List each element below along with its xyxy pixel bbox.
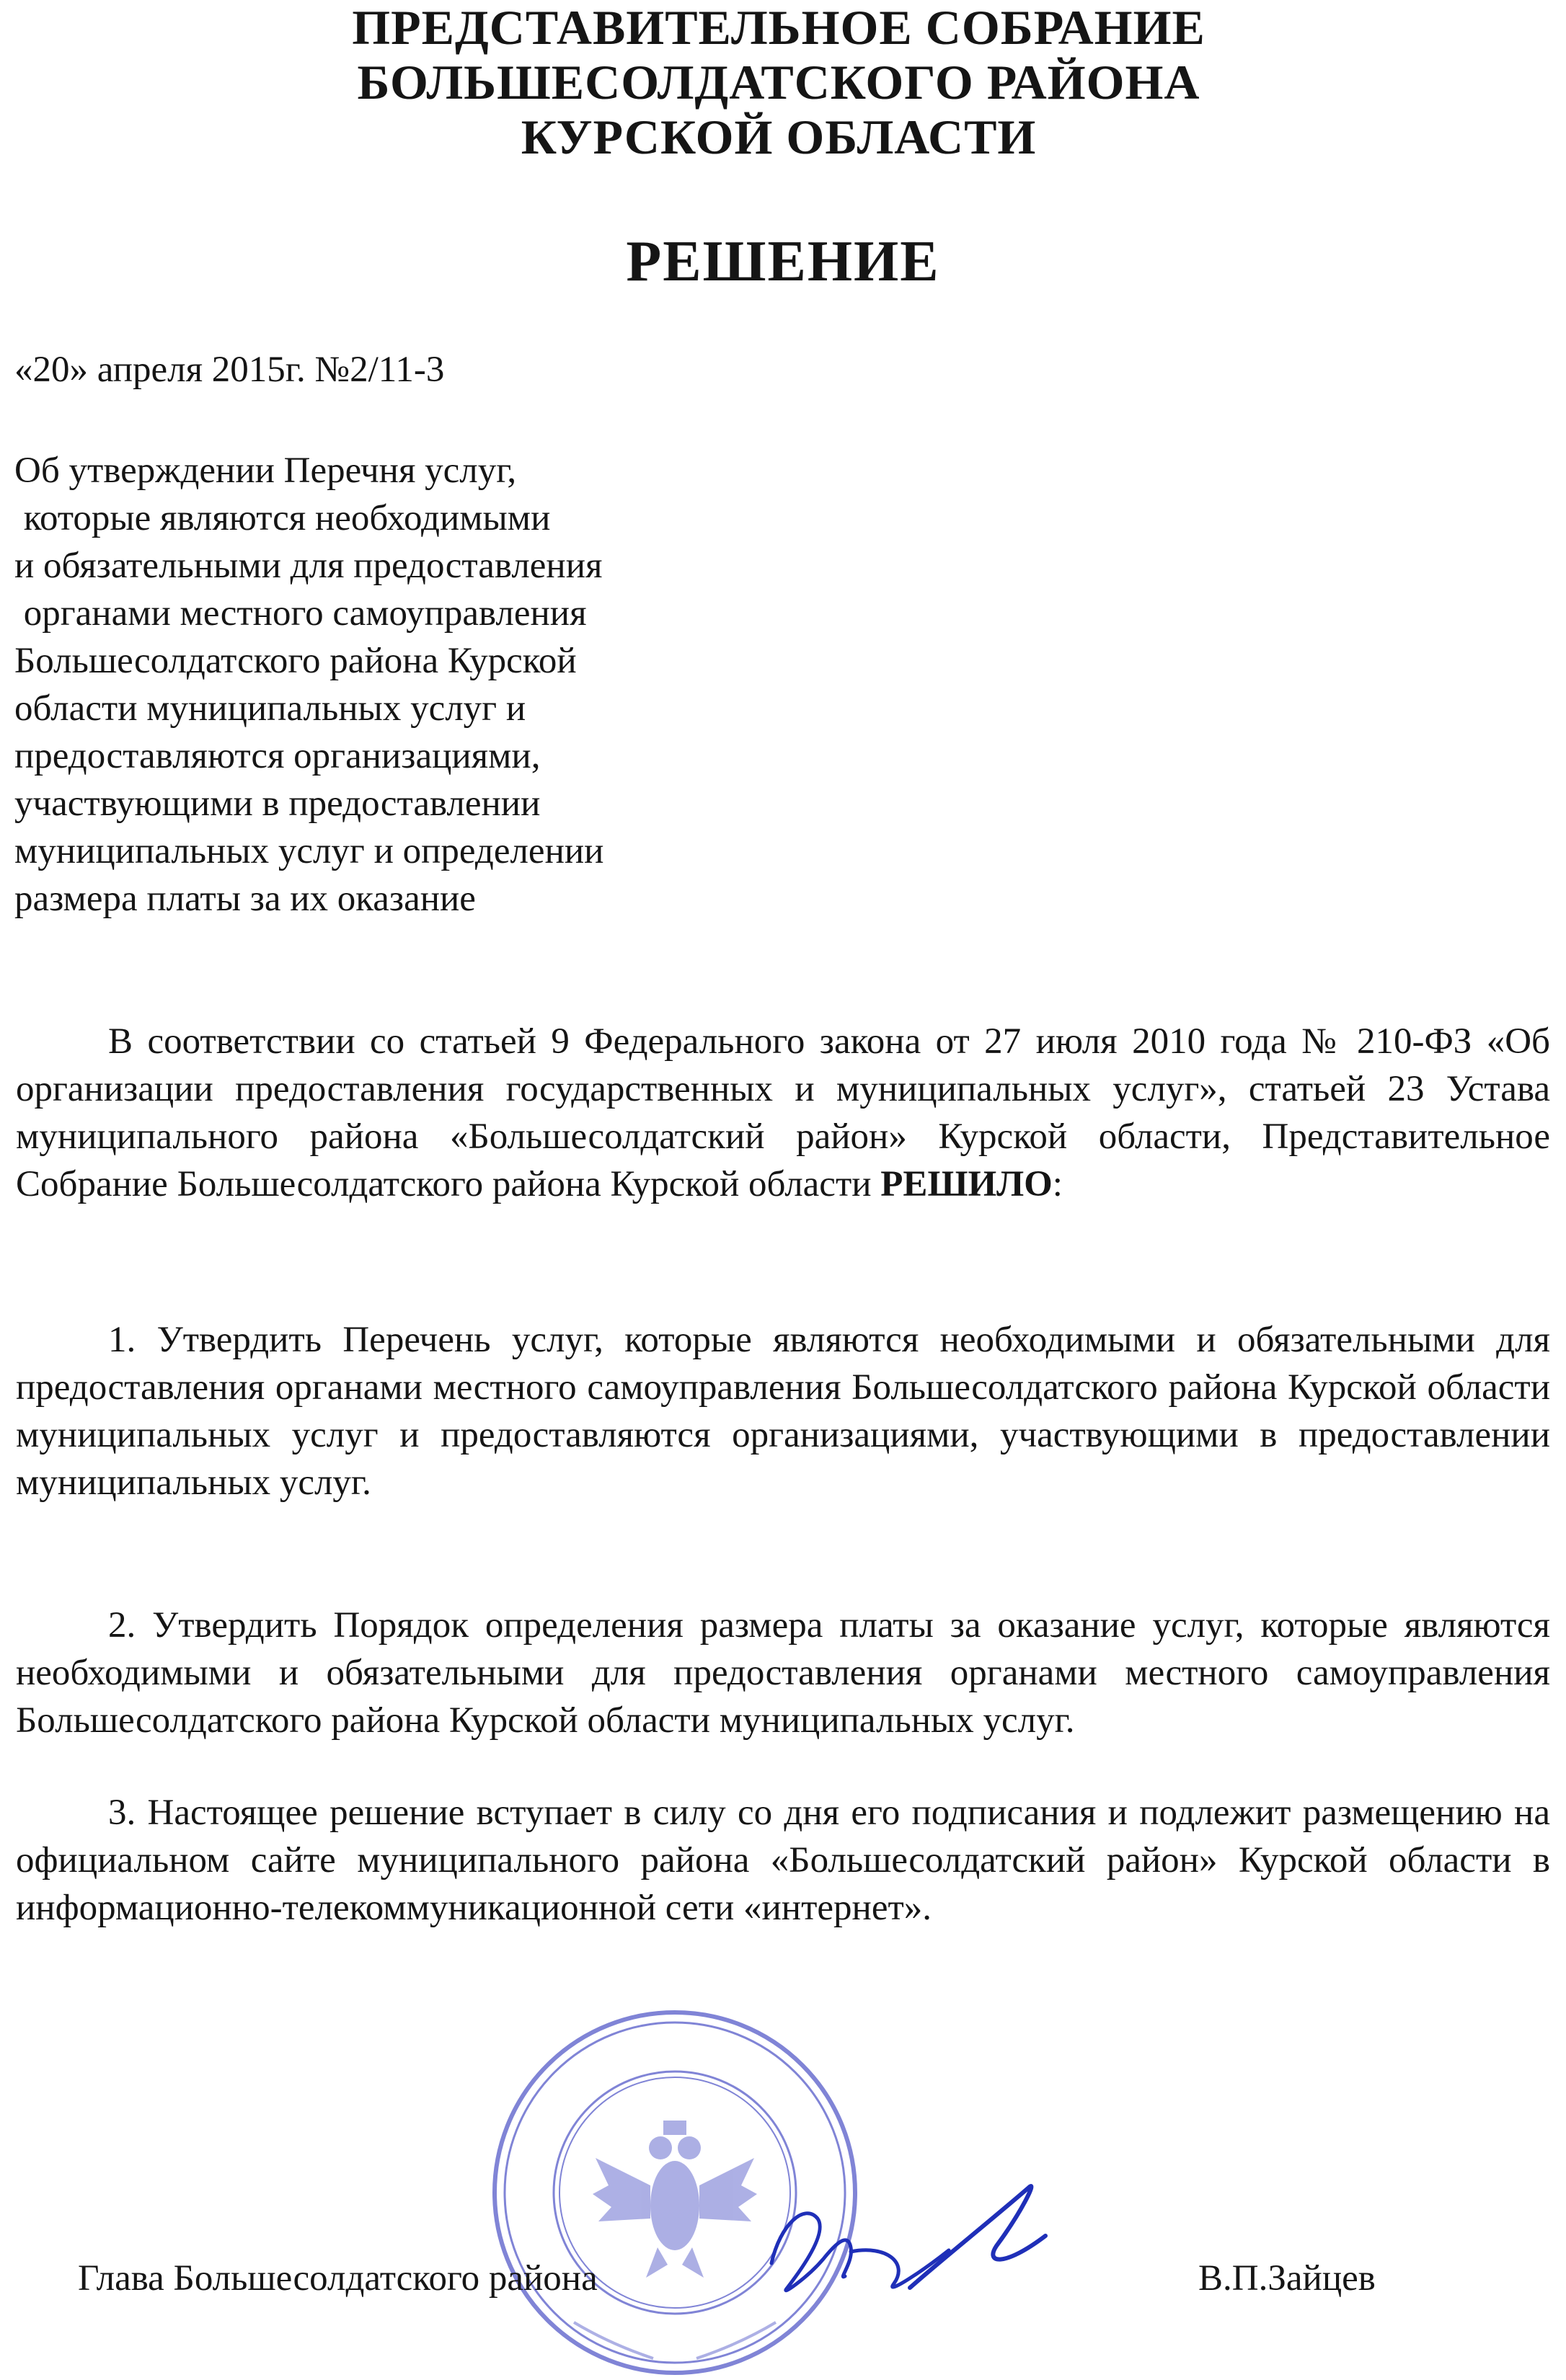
document-title: РЕШЕНИЕ	[626, 230, 940, 293]
subject-line: области муниципальных услуг и	[14, 688, 526, 729]
header-line-1: ПРЕДСТАВИТЕЛЬНОЕ СОБРАНИЕ	[352, 0, 1206, 55]
subject-line: муниципальных услуг и определении	[14, 831, 604, 871]
item-paragraph-3	[16, 1789, 1550, 1932]
subject-line: органами местного самоуправления	[14, 593, 587, 634]
item-text: 2. Утвердить Порядок определения размера платы за оказание услуг, которые являются необходимыми и обязательными для предоставления органами местного самоуправления Большесолдатского района Курской области муниципальных услуг.	[16, 1605, 1550, 1741]
subject-line: Об утверждении Перечня услуг,	[14, 450, 517, 491]
subject-line: участвующими в предоставлении	[14, 783, 541, 824]
subject-line: размера платы за их оказание	[14, 879, 476, 919]
preamble-colon: :	[1052, 1164, 1063, 1204]
eagle-emblem-icon	[593, 2121, 757, 2278]
preamble-paragraph	[16, 1018, 1550, 1208]
decided-keyword: РЕШИЛО	[880, 1164, 1053, 1204]
header-line-2: БОЛЬШЕСОЛДАТСКОГО РАЙОНА	[357, 55, 1200, 110]
signatory-position: Глава Большесолдатского района	[78, 2258, 598, 2299]
item-text: 1. Утвердить Перечень услуг, которые являются необходимыми и обязательными для предоставления органами местного самоуправления Большесолдатского района Курской области муниципальных услуг и предоставляются организациями, участвующими в предоставлении муниципальных услуг.	[16, 1320, 1550, 1503]
signatory-name: В.П.Зайцев	[1198, 2258, 1376, 2299]
item-paragraph-1	[16, 1316, 1550, 1506]
item-text: 3. Настоящее решение вступает в силу со дня его подписания и подлежит размещению на официальном сайте муниципального района «Большесолдатский район» Курской области в информационно-телекоммуникационной сети «интернет».	[16, 1793, 1550, 1928]
subject-line: которые являются необходимыми	[14, 498, 551, 538]
preamble-text: В соответствии со статьей 9 Федерального закона от 27 июля 2010 года № 210-ФЗ «Об организации предоставления государственных и муниципальных услуг», статьей 23 Устава муниципального района «Большесолдатский район» Курской области, Представительное Собрание Большесолдатского района Курской области	[16, 1021, 1550, 1204]
subject-block	[14, 447, 603, 923]
item-paragraph-2	[16, 1602, 1550, 1744]
subject-line: предоставляются организациями,	[14, 736, 541, 776]
document-header	[216, 0, 1341, 164]
subject-line: и обязательными для предоставления	[14, 546, 603, 586]
handwritten-signature	[743, 2155, 1060, 2305]
subject-line: Большесолдатского района Курской	[14, 641, 577, 681]
date-and-number: «20» апреля 2015г. №2/11-3	[14, 350, 445, 390]
header-line-3: КУРСКОЙ ОБЛАСТИ	[521, 110, 1037, 164]
